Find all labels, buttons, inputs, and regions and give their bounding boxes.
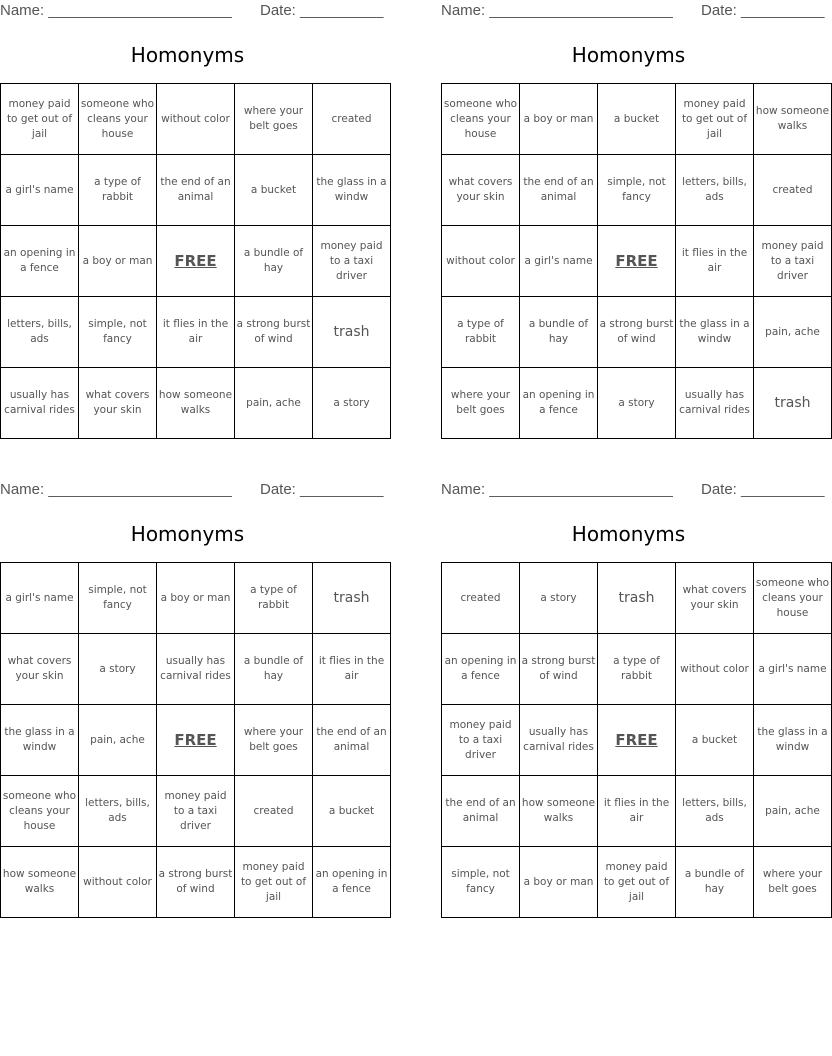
grid-row — [442, 155, 832, 226]
clue-cell: simple, not fancy — [442, 847, 520, 918]
clue-cell: pain, ache — [754, 776, 832, 847]
card-header — [0, 2, 384, 20]
clue-cell: without color — [676, 634, 754, 705]
clue-cell: how someone walks — [520, 776, 598, 847]
clue-cell: trash — [754, 368, 832, 439]
bingo-card-1 — [0, 0, 387, 432]
date-line: Date: __________ — [701, 2, 825, 19]
clue-cell: what covers your skin — [676, 563, 754, 634]
clue-cell: an opening in a fence — [313, 847, 391, 918]
clue-cell: where your belt goes — [442, 368, 520, 439]
clue-cell: where your belt goes — [754, 847, 832, 918]
grid-row — [1, 368, 391, 439]
clue-cell: a bucket — [598, 84, 676, 155]
grid-row — [442, 226, 832, 297]
clue-cell: created — [313, 84, 391, 155]
grid-row — [1, 155, 391, 226]
free-space-cell: FREE — [157, 705, 235, 776]
grid-row — [1, 226, 391, 297]
grid-row — [1, 297, 391, 368]
grid-row — [1, 84, 391, 155]
clue-cell: a boy or man — [157, 563, 235, 634]
clue-cell: a girl's name — [1, 155, 79, 226]
clue-cell: letters, bills, ads — [1, 297, 79, 368]
clue-cell: an opening in a fence — [520, 368, 598, 439]
bingo-card-2 — [441, 0, 830, 432]
grid-row — [442, 634, 832, 705]
clue-cell: someone who cleans your house — [442, 84, 520, 155]
card-title: Homonyms — [571, 43, 686, 67]
grid-row — [442, 84, 832, 155]
clue-cell: a type of rabbit — [598, 634, 676, 705]
grid-row — [442, 847, 832, 918]
date-line: Date: __________ — [260, 481, 384, 498]
clue-cell: a boy or man — [520, 84, 598, 155]
clue-cell: letters, bills, ads — [676, 776, 754, 847]
name-line: Name: ______________________ — [0, 481, 232, 498]
bingo-card-3 — [0, 479, 388, 911]
grid-row — [442, 297, 832, 368]
clue-cell: pain, ache — [235, 368, 313, 439]
clue-cell: trash — [313, 297, 391, 368]
clue-cell: a story — [79, 634, 157, 705]
clue-cell: created — [235, 776, 313, 847]
clue-cell: where your belt goes — [235, 84, 313, 155]
clue-cell: an opening in a fence — [1, 226, 79, 297]
clue-cell: a boy or man — [79, 226, 157, 297]
clue-cell: a bundle of hay — [520, 297, 598, 368]
clue-cell: it flies in the air — [598, 776, 676, 847]
clue-cell: money paid to a taxi driver — [754, 226, 832, 297]
clue-cell: trash — [598, 563, 676, 634]
clue-cell: where your belt goes — [235, 705, 313, 776]
clue-cell: a type of rabbit — [235, 563, 313, 634]
clue-cell: a bundle of hay — [676, 847, 754, 918]
clue-cell: it flies in the air — [676, 226, 754, 297]
date-line: Date: __________ — [260, 2, 384, 19]
clue-cell: without color — [157, 84, 235, 155]
clue-cell: a bundle of hay — [235, 634, 313, 705]
clue-cell: simple, not fancy — [79, 563, 157, 634]
clue-cell: the glass in a windw — [676, 297, 754, 368]
bingo-grid — [441, 562, 832, 918]
clue-cell: money paid to get out of jail — [676, 84, 754, 155]
clue-cell: pain, ache — [754, 297, 832, 368]
grid-row — [1, 563, 391, 634]
grid-row — [442, 368, 832, 439]
clue-cell: it flies in the air — [313, 634, 391, 705]
clue-cell: it flies in the air — [157, 297, 235, 368]
grid-row — [442, 776, 832, 847]
card-title: Homonyms — [130, 43, 245, 67]
clue-cell: the glass in a windw — [754, 705, 832, 776]
clue-cell: what covers your skin — [79, 368, 157, 439]
clue-cell: what covers your skin — [442, 155, 520, 226]
clue-cell: money paid to a taxi driver — [157, 776, 235, 847]
bingo-card-4 — [441, 479, 830, 911]
name-line: Name: ______________________ — [0, 2, 232, 19]
clue-cell: the glass in a windw — [313, 155, 391, 226]
card-header — [441, 481, 825, 499]
clue-cell: created — [754, 155, 832, 226]
clue-cell: usually has carnival rides — [157, 634, 235, 705]
card-title: Homonyms — [571, 522, 686, 546]
clue-cell: the end of an animal — [442, 776, 520, 847]
clue-cell: without color — [79, 847, 157, 918]
clue-cell: letters, bills, ads — [79, 776, 157, 847]
free-space-cell: FREE — [598, 226, 676, 297]
clue-cell: a type of rabbit — [79, 155, 157, 226]
clue-cell: usually has carnival rides — [520, 705, 598, 776]
grid-row — [442, 705, 832, 776]
clue-cell: a type of rabbit — [442, 297, 520, 368]
clue-cell: without color — [442, 226, 520, 297]
clue-cell: a girl's name — [1, 563, 79, 634]
clue-cell: money paid to a taxi driver — [442, 705, 520, 776]
clue-cell: money paid to get out of jail — [235, 847, 313, 918]
clue-cell: a strong burst of wind — [598, 297, 676, 368]
clue-cell: a boy or man — [520, 847, 598, 918]
name-line: Name: ______________________ — [441, 2, 673, 19]
clue-cell: simple, not fancy — [598, 155, 676, 226]
grid-row — [1, 634, 391, 705]
clue-cell: the end of an animal — [157, 155, 235, 226]
clue-cell: a bucket — [235, 155, 313, 226]
clue-cell: a bundle of hay — [235, 226, 313, 297]
card-header — [441, 2, 825, 20]
clue-cell: a girl's name — [754, 634, 832, 705]
grid-row — [1, 847, 391, 918]
grid-row — [442, 563, 832, 634]
clue-cell: money paid to a taxi driver — [313, 226, 391, 297]
date-line: Date: __________ — [701, 481, 825, 498]
clue-cell: the end of an animal — [313, 705, 391, 776]
name-line: Name: ______________________ — [441, 481, 673, 498]
clue-cell: letters, bills, ads — [676, 155, 754, 226]
clue-cell: the end of an animal — [520, 155, 598, 226]
clue-cell: money paid to get out of jail — [598, 847, 676, 918]
clue-cell: what covers your skin — [1, 634, 79, 705]
grid-row — [1, 705, 391, 776]
clue-cell: usually has carnival rides — [676, 368, 754, 439]
clue-cell: a story — [313, 368, 391, 439]
card-header — [0, 481, 384, 499]
clue-cell: an opening in a fence — [442, 634, 520, 705]
clue-cell: money paid to get out of jail — [1, 84, 79, 155]
clue-cell: a story — [598, 368, 676, 439]
bingo-grid — [441, 83, 832, 439]
clue-cell: someone who cleans your house — [754, 563, 832, 634]
clue-cell: simple, not fancy — [79, 297, 157, 368]
clue-cell: trash — [313, 563, 391, 634]
clue-cell: someone who cleans your house — [1, 776, 79, 847]
clue-cell: a bucket — [313, 776, 391, 847]
clue-cell: how someone walks — [157, 368, 235, 439]
free-space-cell: FREE — [157, 226, 235, 297]
clue-cell: someone who cleans your house — [79, 84, 157, 155]
clue-cell: the glass in a windw — [1, 705, 79, 776]
clue-cell: a story — [520, 563, 598, 634]
bingo-grid — [0, 562, 391, 918]
grid-row — [1, 776, 391, 847]
clue-cell: a strong burst of wind — [520, 634, 598, 705]
clue-cell: a strong burst of wind — [235, 297, 313, 368]
clue-cell: a girl's name — [520, 226, 598, 297]
free-space-cell: FREE — [598, 705, 676, 776]
bingo-grid — [0, 83, 391, 439]
clue-cell: a bucket — [676, 705, 754, 776]
clue-cell: how someone walks — [754, 84, 832, 155]
clue-cell: usually has carnival rides — [1, 368, 79, 439]
clue-cell: pain, ache — [79, 705, 157, 776]
clue-cell: how someone walks — [1, 847, 79, 918]
clue-cell: a strong burst of wind — [157, 847, 235, 918]
card-title: Homonyms — [130, 522, 245, 546]
clue-cell: created — [442, 563, 520, 634]
